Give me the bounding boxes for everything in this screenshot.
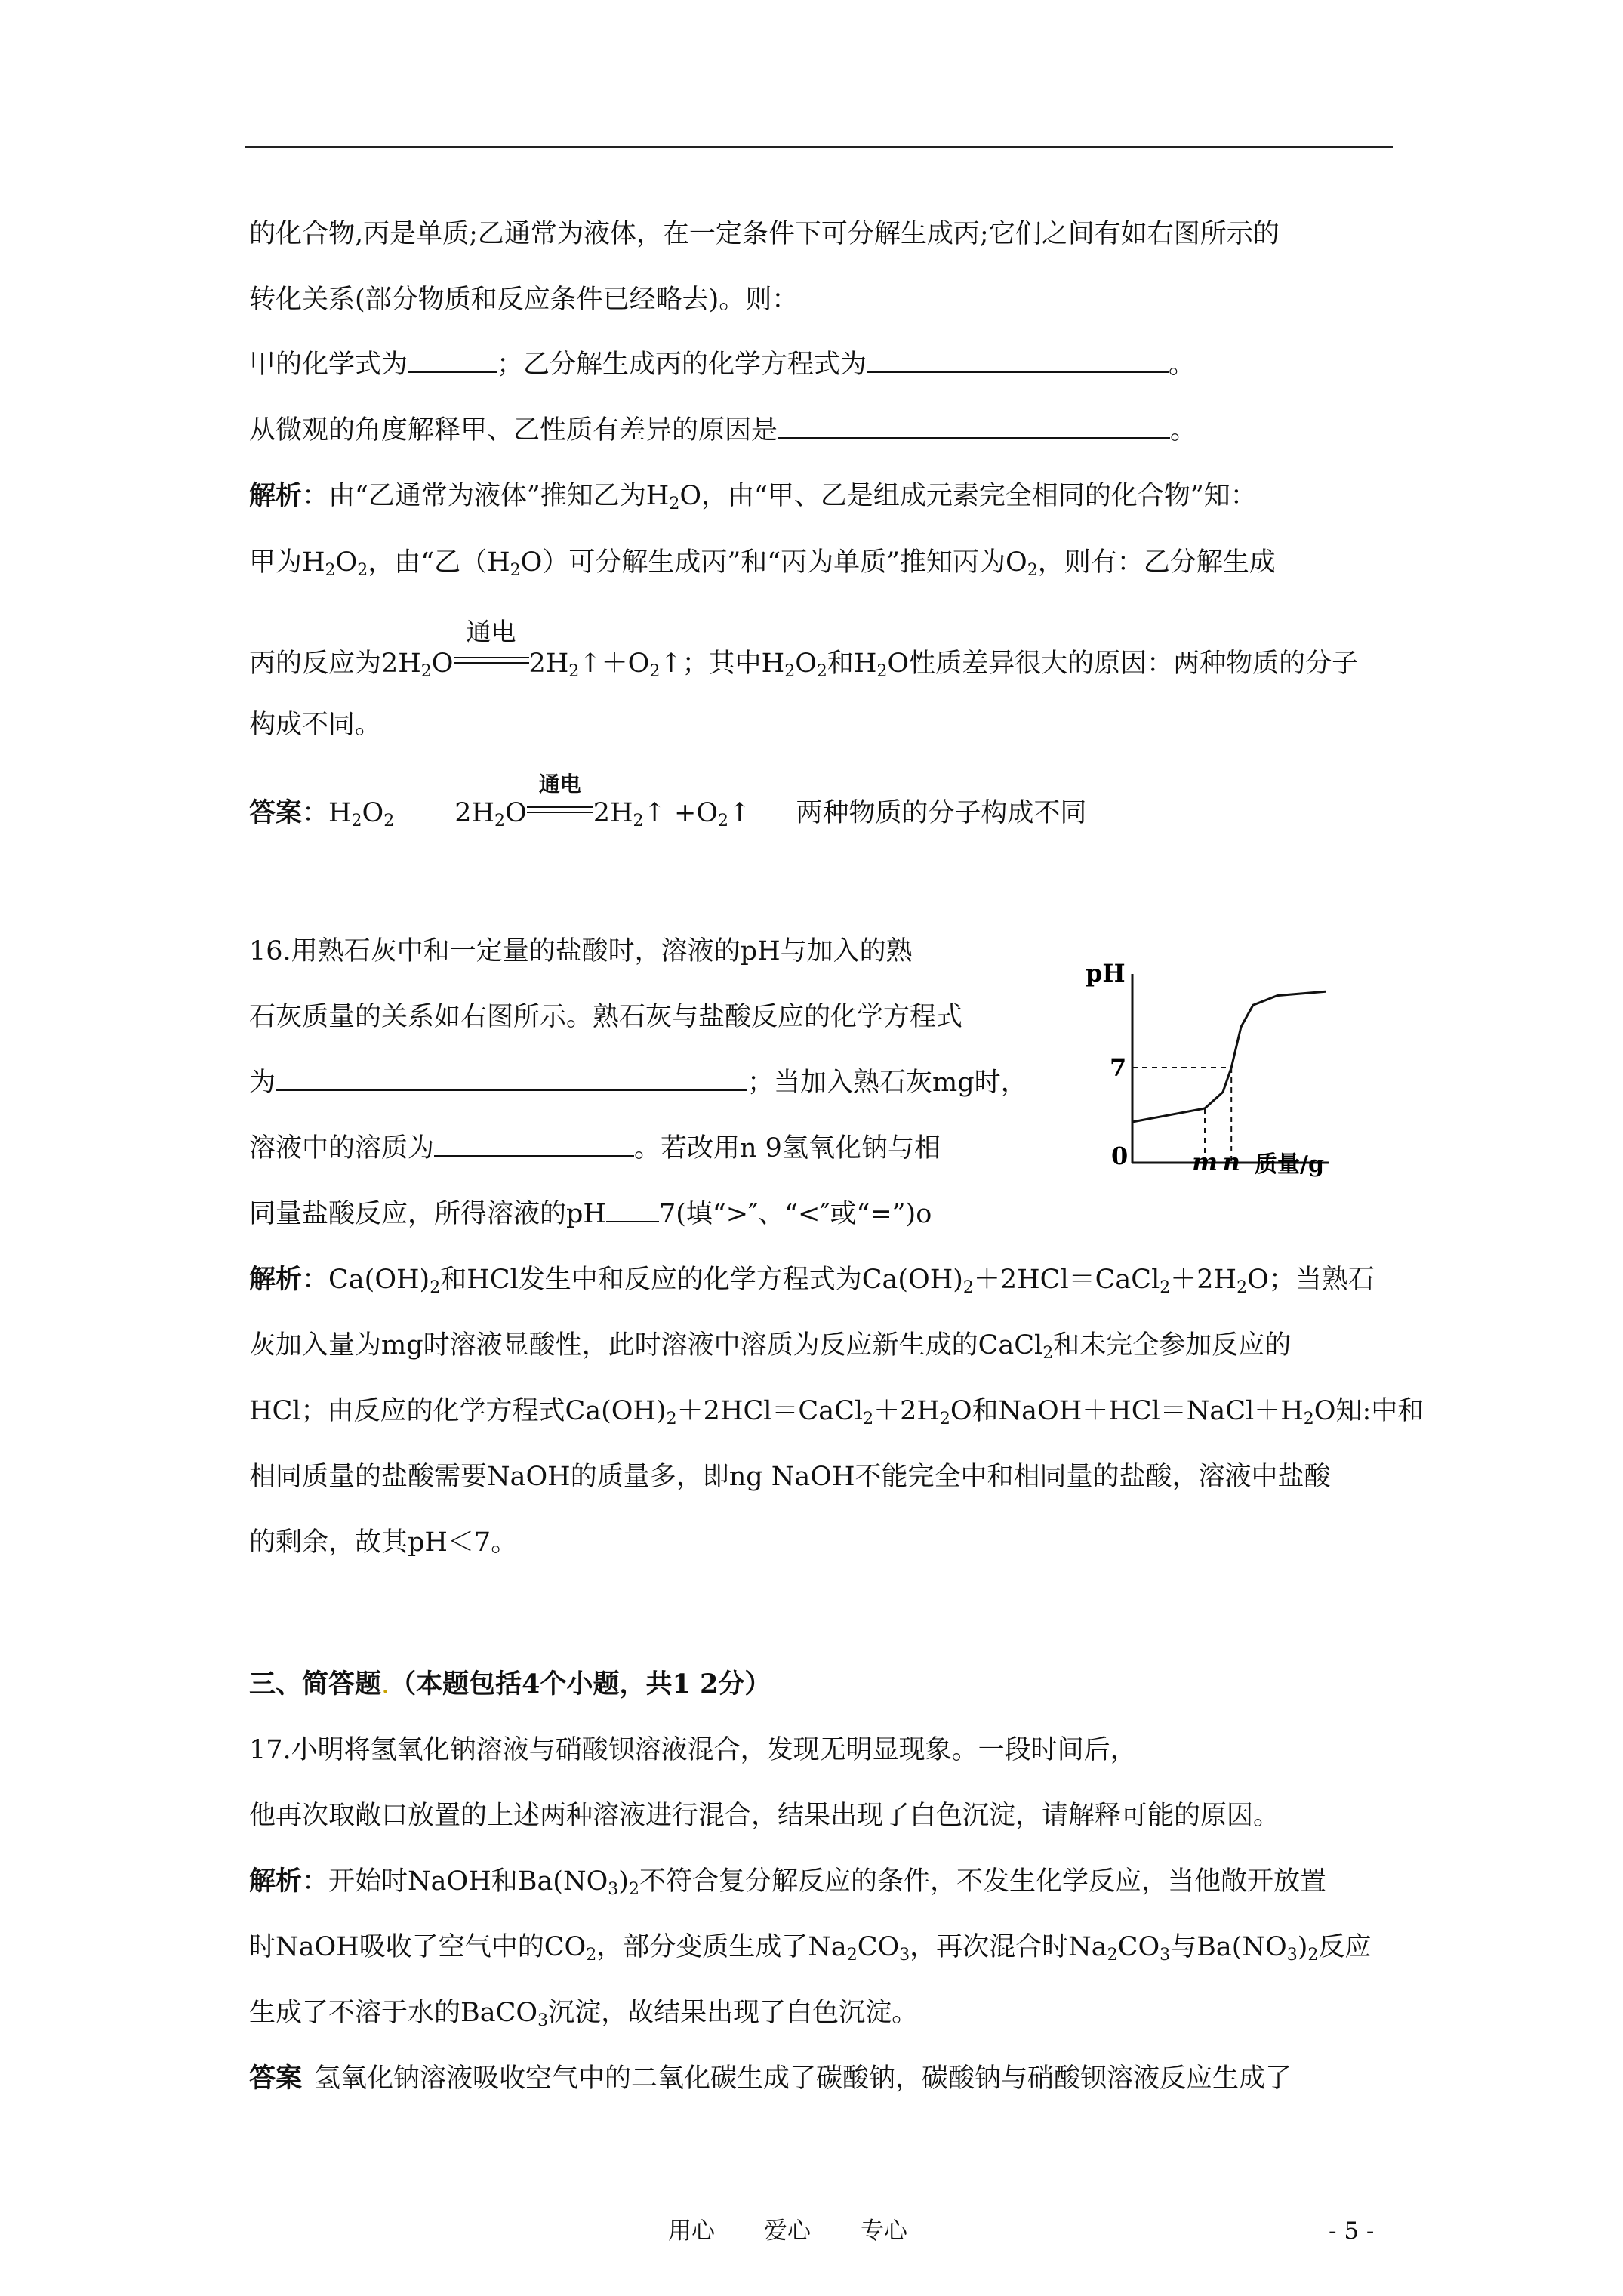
q16-line1: 16.用熟石灰中和一定量的盐酸时，溶液的pH与加入的熟 [249,936,913,966]
analysis17-line1: 解析：开始时NaOH和$Ba(NO_3)_2$不符合复分解反应的条件，不发生化学反应，当他敞开放置 [249,1866,1326,1899]
analysis16-line2: 灰加入量为mg时溶液显酸性，此时溶液中溶质为反应新生成的CaCl$_2$和未完全参加反应的 [249,1330,1292,1363]
section-title: 三、简答题.（本题包括4个小题，共1 2分） [249,1669,771,1700]
footer-motto-3: 专心 [861,2217,907,2245]
footer-motto-2: 爱心 [764,2217,811,2245]
answer-blank[interactable] [606,1198,659,1222]
answer17-line: 答案 氢氧化钠溶液吸收空气中的二氧化碳生成了碳酸钠，碳酸钠与硝酸钡溶液反应生成了 [249,2063,1292,2094]
analysis17-line2: 时NaOH吸收了空气中的$CO_2$，部分变质生成了$Na_2CO_3$，再次混合时$Na_2CO_3$与$Ba(NO_3)_2$反应 [249,1932,1372,1965]
header-rule [245,146,1393,148]
answer-blank[interactable] [434,1133,634,1157]
q16-line4: 溶液中的溶质为 。若改用n 9氢氧化钠与相 [249,1133,941,1163]
x-axis-label: 质量/g [1255,1151,1324,1178]
reaction-condition: 通电 [527,791,593,821]
y-axis-label: pH [1086,959,1126,988]
q15-line3: 甲的化学式为 ；乙分解生成丙的化学方程式为 。 [249,350,1196,380]
answer-blank[interactable] [778,415,1170,439]
x-tick-label-n: n [1222,1148,1240,1176]
answer-blank[interactable] [276,1067,747,1091]
analysis15-line2: 甲为$H_2O_2$，由“乙$(H_2O)$可分解生成丙”和“丙为单质”推知丙为$O_2$，则有：乙分解生成 [249,547,1276,580]
analysis16-line1: 解析：$Ca(OH)_2$和HCl发生中和反应的化学方程式为$Ca(OH)_2+2HCl=CaCl_2+2H_2O$；当熟石 [249,1264,1375,1297]
q17-line1: 17.小明将氢氧化钠溶液与硝酸钡溶液混合，发现无明显现象。一段时间后， [249,1735,1137,1765]
page-number: - 5 - [1329,2217,1375,2245]
x-tick-label-m: m [1192,1148,1218,1176]
q16-line2: 石灰质量的关系如右图所示。熟石灰与盐酸反应的化学方程式 [249,1002,963,1032]
analysis16-line3: HCl；由反应的化学方程式$Ca(OH)_2+2HCl=CaCl_2+2H_2O$和$NaOH+HCl=NaCl+H_2O$知:中和 [249,1396,1424,1428]
reaction-condition: 通电 [454,642,529,672]
analysis15-line1: 解析：由“乙通常为液体”推知乙为$H_2O$，由“甲、乙是组成元素完全相同的化合物”知： [249,480,1257,513]
answer15-line: 答案：$H_2O_2$ $2H_2O$ 通电 $2H_2↑$ $+O_2↑$ 两种物质的分子构成不同 [249,772,1087,831]
ph-curve [1132,991,1326,1122]
analysis15-line3: 丙的反应为$2H_2O$ 通电 $2H_2↑+O_2↑$；其中$H_2O_2$和$H_2O$性质差异很大的原因：两种物质的分子 [249,617,1359,681]
analysis16-line5: 的剩余，故其pH＜7。 [249,1527,518,1558]
answer-blank[interactable] [867,349,1169,373]
y-tick-label: 7 [1110,1053,1127,1082]
answer-blank[interactable] [408,349,497,373]
q16-line5: 同量盐酸反应，所得溶液的pH 7(填“>″、“<″或“=”)o [249,1199,932,1229]
ph-chart [1072,944,1359,1185]
q17-line2: 他再次取敞口放置的上述两种溶液进行混合，结果出现了白色沉淀，请解释可能的原因。 [249,1801,1280,1831]
origin-label: 0 [1111,1142,1129,1170]
analysis16-line4: 相同质量的盐酸需要NaOH的质量多，即ng NaOH不能完全中和相同量的盐酸，溶液中盐酸 [249,1462,1331,1492]
analysis17-line3: 生成了不溶于水的BaCO$_3$沉淀，故结果出现了白色沉淀。 [249,1998,919,2030]
q15-line1: 的化合物,丙是单质;乙通常为液体，在一定条件下可分解生成丙;它们之间有如右图所示的 [249,219,1280,249]
q15-line2: 转化关系(部分物质和反应条件已经略去)。则： [249,285,799,315]
analysis15-line4: 构成不同。 [249,710,382,740]
footer-motto-1: 用心 [668,2217,715,2245]
q15-line4: 从微观的角度解释甲、乙性质有差异的原因是 。 [249,415,1197,445]
q16-line3: 为 ；当加入熟石灰mg时， [249,1068,1027,1098]
